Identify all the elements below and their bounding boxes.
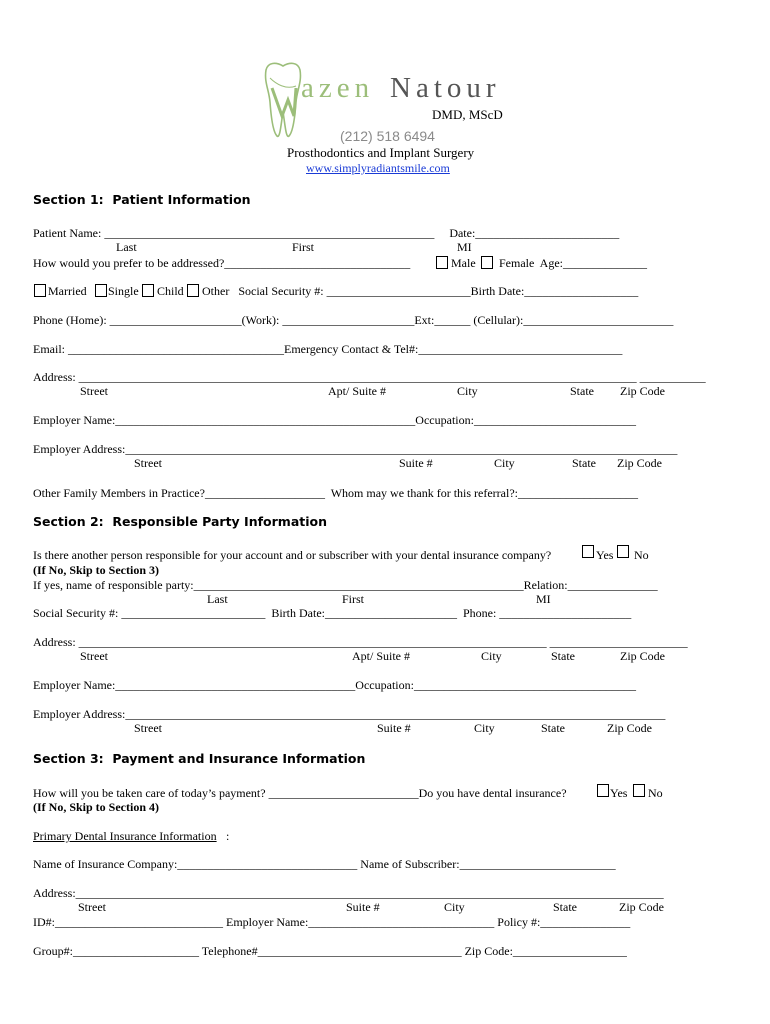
patient-name-field[interactable]: Patient Name: _______________________________________________________ Date:________________________	[33, 226, 620, 240]
section1-heading: Section 1: Patient Information	[33, 192, 251, 207]
emp-sub-street: Street	[134, 456, 162, 470]
address-sub-state: State	[570, 384, 594, 398]
address-sub-street: Street	[80, 384, 108, 398]
family-referral-field[interactable]: Other Family Members in Practice?____________________ Whom may we thank for this referral?:____________________	[33, 486, 638, 500]
party-sub-mi: MI	[536, 592, 551, 606]
insurance-yes-checkbox[interactable]	[597, 784, 609, 797]
responsible-yes-label: Yes	[596, 548, 614, 562]
insurance-yes-label: Yes	[610, 786, 628, 800]
party-ssn-field[interactable]: Social Security #: ________________________ Birth Date:______________________ Phone: ______________________	[33, 606, 632, 620]
logo-name-last: Natour	[390, 72, 501, 104]
male-checkbox[interactable]	[436, 256, 448, 269]
responsible-party-field[interactable]: If yes, name of responsible party:_______________________________________________________Relation:_______________	[33, 578, 658, 592]
section3-heading: Section 3: Payment and Insurance Information	[33, 751, 366, 766]
ins-addr-city: City	[444, 900, 465, 914]
employer-address-field[interactable]: Employer Address:____________________________________________________________________________________________	[33, 442, 678, 456]
primary-insurance-colon: :	[226, 829, 230, 843]
address-field[interactable]: Address: _____________________________________________________________________________________________ ___________	[33, 370, 706, 384]
party-employer-field[interactable]: Employer Name:________________________________________Occupation:_____________________________________	[33, 678, 636, 692]
party-emp-state: State	[541, 721, 565, 735]
logo-name-first: azen	[301, 72, 375, 104]
female-checkbox[interactable]	[481, 256, 493, 269]
website-link[interactable]: www.simplyradiantsmile.com	[306, 161, 450, 175]
address-sub-apt: Apt/ Suite #	[328, 384, 387, 398]
name-sub-mi: MI	[457, 240, 472, 254]
responsible-question: Is there another person responsible for your account and or subscriber with your dental insurance company?	[33, 548, 552, 562]
insurance-no-label: No	[648, 786, 663, 800]
ins-addr-suite: Suite #	[346, 900, 380, 914]
emp-sub-city: City	[494, 456, 515, 470]
skip-to-section3: (If No, Skip to Section 3)	[33, 563, 160, 577]
married-label: Married	[48, 284, 87, 298]
address-sub-zip: Zip Code	[620, 384, 665, 398]
other-ssn-birthdate-field[interactable]: Other Social Security #: ________________________Birth Date:___________________	[202, 284, 639, 298]
emp-sub-state: State	[572, 456, 596, 470]
section2-heading: Section 2: Responsible Party Information	[33, 514, 328, 529]
group-telephone-zip-field[interactable]: Group#:_____________________ Telephone#__________________________________ Zip Code:___________________	[33, 944, 627, 958]
single-checkbox[interactable]	[95, 284, 107, 297]
addressed-field[interactable]: How would you prefer to be addressed?_______________________________	[33, 256, 411, 270]
name-sub-last: Last	[116, 240, 137, 254]
female-age-field[interactable]: Female Age:______________	[499, 256, 647, 270]
party-addr-state: State	[551, 649, 575, 663]
party-addr-zip: Zip Code	[620, 649, 665, 663]
party-emp-suite: Suite #	[377, 721, 411, 735]
tooth-logo-icon	[262, 60, 304, 140]
employer-occupation-field[interactable]: Employer Name:__________________________________________________Occupation:___________________________	[33, 413, 636, 427]
email-emergency-fields[interactable]: Email: ____________________________________Emergency Contact & Tel#:__________________________________	[33, 342, 623, 356]
payment-field[interactable]: How will you be taken care of today’s payment? _________________________Do you have dental insurance?	[33, 786, 567, 800]
insurance-address-field[interactable]: Address:__________________________________________________________________________________________________	[33, 886, 664, 900]
ins-addr-zip: Zip Code	[619, 900, 664, 914]
responsible-no-label: No	[634, 548, 649, 562]
child-checkbox[interactable]	[142, 284, 154, 297]
emp-sub-zip: Zip Code	[617, 456, 662, 470]
credentials: DMD, MScD	[432, 107, 503, 122]
party-sub-last: Last	[207, 592, 228, 606]
insurance-no-checkbox[interactable]	[633, 784, 645, 797]
party-addr-street: Street	[80, 649, 108, 663]
specialty: Prosthodontics and Implant Surgery	[287, 145, 475, 160]
skip-to-section4: (If No, Skip to Section 4)	[33, 800, 160, 814]
married-checkbox[interactable]	[34, 284, 46, 297]
emp-sub-suite: Suite #	[399, 456, 433, 470]
single-label: Single	[108, 284, 139, 298]
primary-insurance-heading: Primary Dental Insurance Information	[33, 829, 217, 843]
party-employer-address-field[interactable]: Employer Address:__________________________________________________________________________________________	[33, 707, 666, 721]
ins-addr-street: Street	[78, 900, 106, 914]
party-addr-city: City	[481, 649, 502, 663]
party-address-field[interactable]: Address: ______________________________________________________________________________ _______________________	[33, 635, 688, 649]
ins-addr-state: State	[553, 900, 577, 914]
address-sub-city: City	[457, 384, 478, 398]
responsible-yes-checkbox[interactable]	[582, 545, 594, 558]
other-checkbox[interactable]	[187, 284, 199, 297]
male-label: Male	[451, 256, 476, 270]
responsible-no-checkbox[interactable]	[617, 545, 629, 558]
party-emp-street: Street	[134, 721, 162, 735]
id-employer-policy-field[interactable]: ID#:____________________________ Employer Name:_______________________________ Policy #:_______________	[33, 915, 631, 929]
name-sub-first: First	[292, 240, 315, 254]
party-emp-city: City	[474, 721, 495, 735]
party-addr-apt: Apt/ Suite #	[352, 649, 411, 663]
child-label: Child	[157, 284, 184, 298]
phone-fields[interactable]: Phone (Home): ______________________(Work): ______________________Ext:______ (Cellular):_________________________	[33, 313, 674, 327]
party-emp-zip: Zip Code	[607, 721, 652, 735]
insurance-company-field[interactable]: Name of Insurance Company:______________________________ Name of Subscriber:__________________________	[33, 857, 616, 871]
party-sub-first: First	[342, 592, 365, 606]
practice-phone: (212) 518 6494	[340, 128, 435, 144]
